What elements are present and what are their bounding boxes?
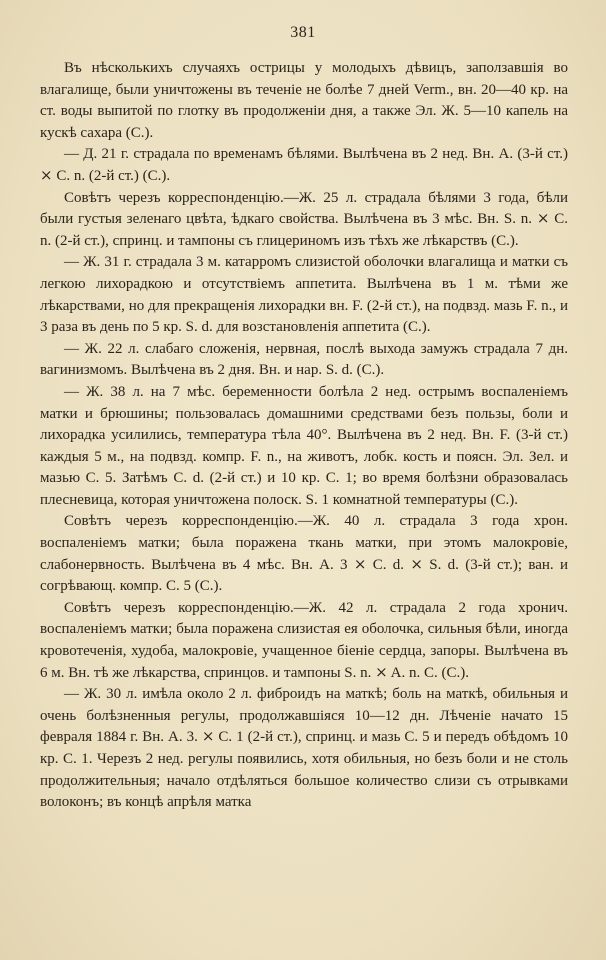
body-text — [40, 58, 568, 814]
page-number: 381 — [290, 24, 316, 41]
paragraph: — Ж. 31 г. страдала 3 м. катарромъ слизистой оболочки влагалища и матки съ легкою лихорадкою и отсутствіемъ аппетита. Вылѣчена въ 1 м. тѣми же лѣкарствами, но для прекращенія лихорадки вн. F. (2-й ст.), на подвзд. мазь F. n., и 3 раза въ день по 5 кр. S. d. для возстановленія аппетита (С.). — [40, 254, 568, 336]
paragraph: Совѣтъ черезъ корреспонденцію.—Ж. 40 л. страдала 3 года хрон. воспаленіемъ матки; была поражена ткань матки, при этомъ малокровіе, слабонервность. Вылѣчена въ 4 мѣс. Вн. A. 3 ⨯ C. d. ⨯ S. d. (3-й ст.); ван. и согрѣвающ. компр. C. 5 (С.). — [40, 513, 568, 595]
paragraph: — Ж. 38 л. на 7 мѣс. беременности болѣла 2 нед. острымъ воспаленіемъ матки и брюшины; пользовалась домашними средствами безъ пользы, боли и лихорадка усилились, температура тѣла 40°. Вылѣчена въ 2 нед. Вн. F. (3-й ст.) каждыя 5 м., на подвзд. компр. F. n., на животъ, лобк. кость и поясн. Эл. Зел. и мазью C. 5. Затѣмъ C. d. (2-й ст.) и 10 кр. C. 1; во время болѣзни образовалась плесневица, которая уничтожена полоск. S. 1 комнатной температуры (С.). — [40, 383, 568, 508]
paragraph: Въ нѣсколькихъ случаяхъ острицы у молодыхъ дѣвицъ, заползавшія во влагалище, были уничтожены въ теченіе не болѣе 7 дней Verm., вн. 20—40 кр. на ст. воды выпитой по глотку въ продолженіи дня, а также Эл. Ж. 5—10 капель на кускѣ сахара (С.). — [40, 60, 568, 141]
paragraph: — Ж. 30 л. имѣла около 2 л. фиброидъ на маткѣ; боль на маткѣ, обильныя и очень болѣзненныя регулы, продолжавшіяся 10—12 дн. Лѣченіе начато 15 февраля 1884 г. Вн. A. 3. ⨯ C. 1 (2-й ст.), спринц. и мазь C. 5 и передъ обѣдомъ 10 кр. C. 1. Черезъ 2 нед. регулы появились, хотя обильныя, но безъ боли и не столь продолжительныя; начало отдѣляться большое количество слизи съ отрывками волоконъ; въ концѣ апрѣля матка — [40, 686, 568, 811]
paragraph: Совѣтъ черезъ корреспонденцію.—Ж. 42 л. страдала 2 года хронич. воспаленіемъ матки; была поражена слизистая ея оболочка, сильныя бѣли, иногда кровотеченія, худоба, малокровіе, учащенное біеніе сердца, запоры. Вылѣчена въ 6 м. Вн. тѣ же лѣкарства, спринцов. и тампоны S. n. ⨯ A. n. C. (С.). — [40, 599, 568, 681]
paragraph: — Ж. 22 л. слабаго сложенія, нервная, послѣ выхода замужъ страдала 7 дн. вагинизмомъ. Вылѣчена въ 2 дня. Вн. и нар. S. d. (С.). — [40, 340, 568, 379]
paragraph: — Д. 21 г. страдала по временамъ бѣлями. Вылѣчена въ 2 нед. Вн. A. (3-й ст.) ⨯ C. n. (2-й ст.) (С.). — [40, 146, 568, 184]
paragraph: Совѣтъ черезъ корреспонденцію.—Ж. 25 л. страдала бѣлями 3 года, бѣли были густыя зеленаго цвѣта, ѣдкаго свойства. Вылѣчена въ 3 мѣс. Вн. S. n. ⨯ C. n. (2-й ст.), спринц. и тампоны съ глицериномъ изъ тѣхъ же лѣкарствъ (С.). — [40, 189, 568, 249]
